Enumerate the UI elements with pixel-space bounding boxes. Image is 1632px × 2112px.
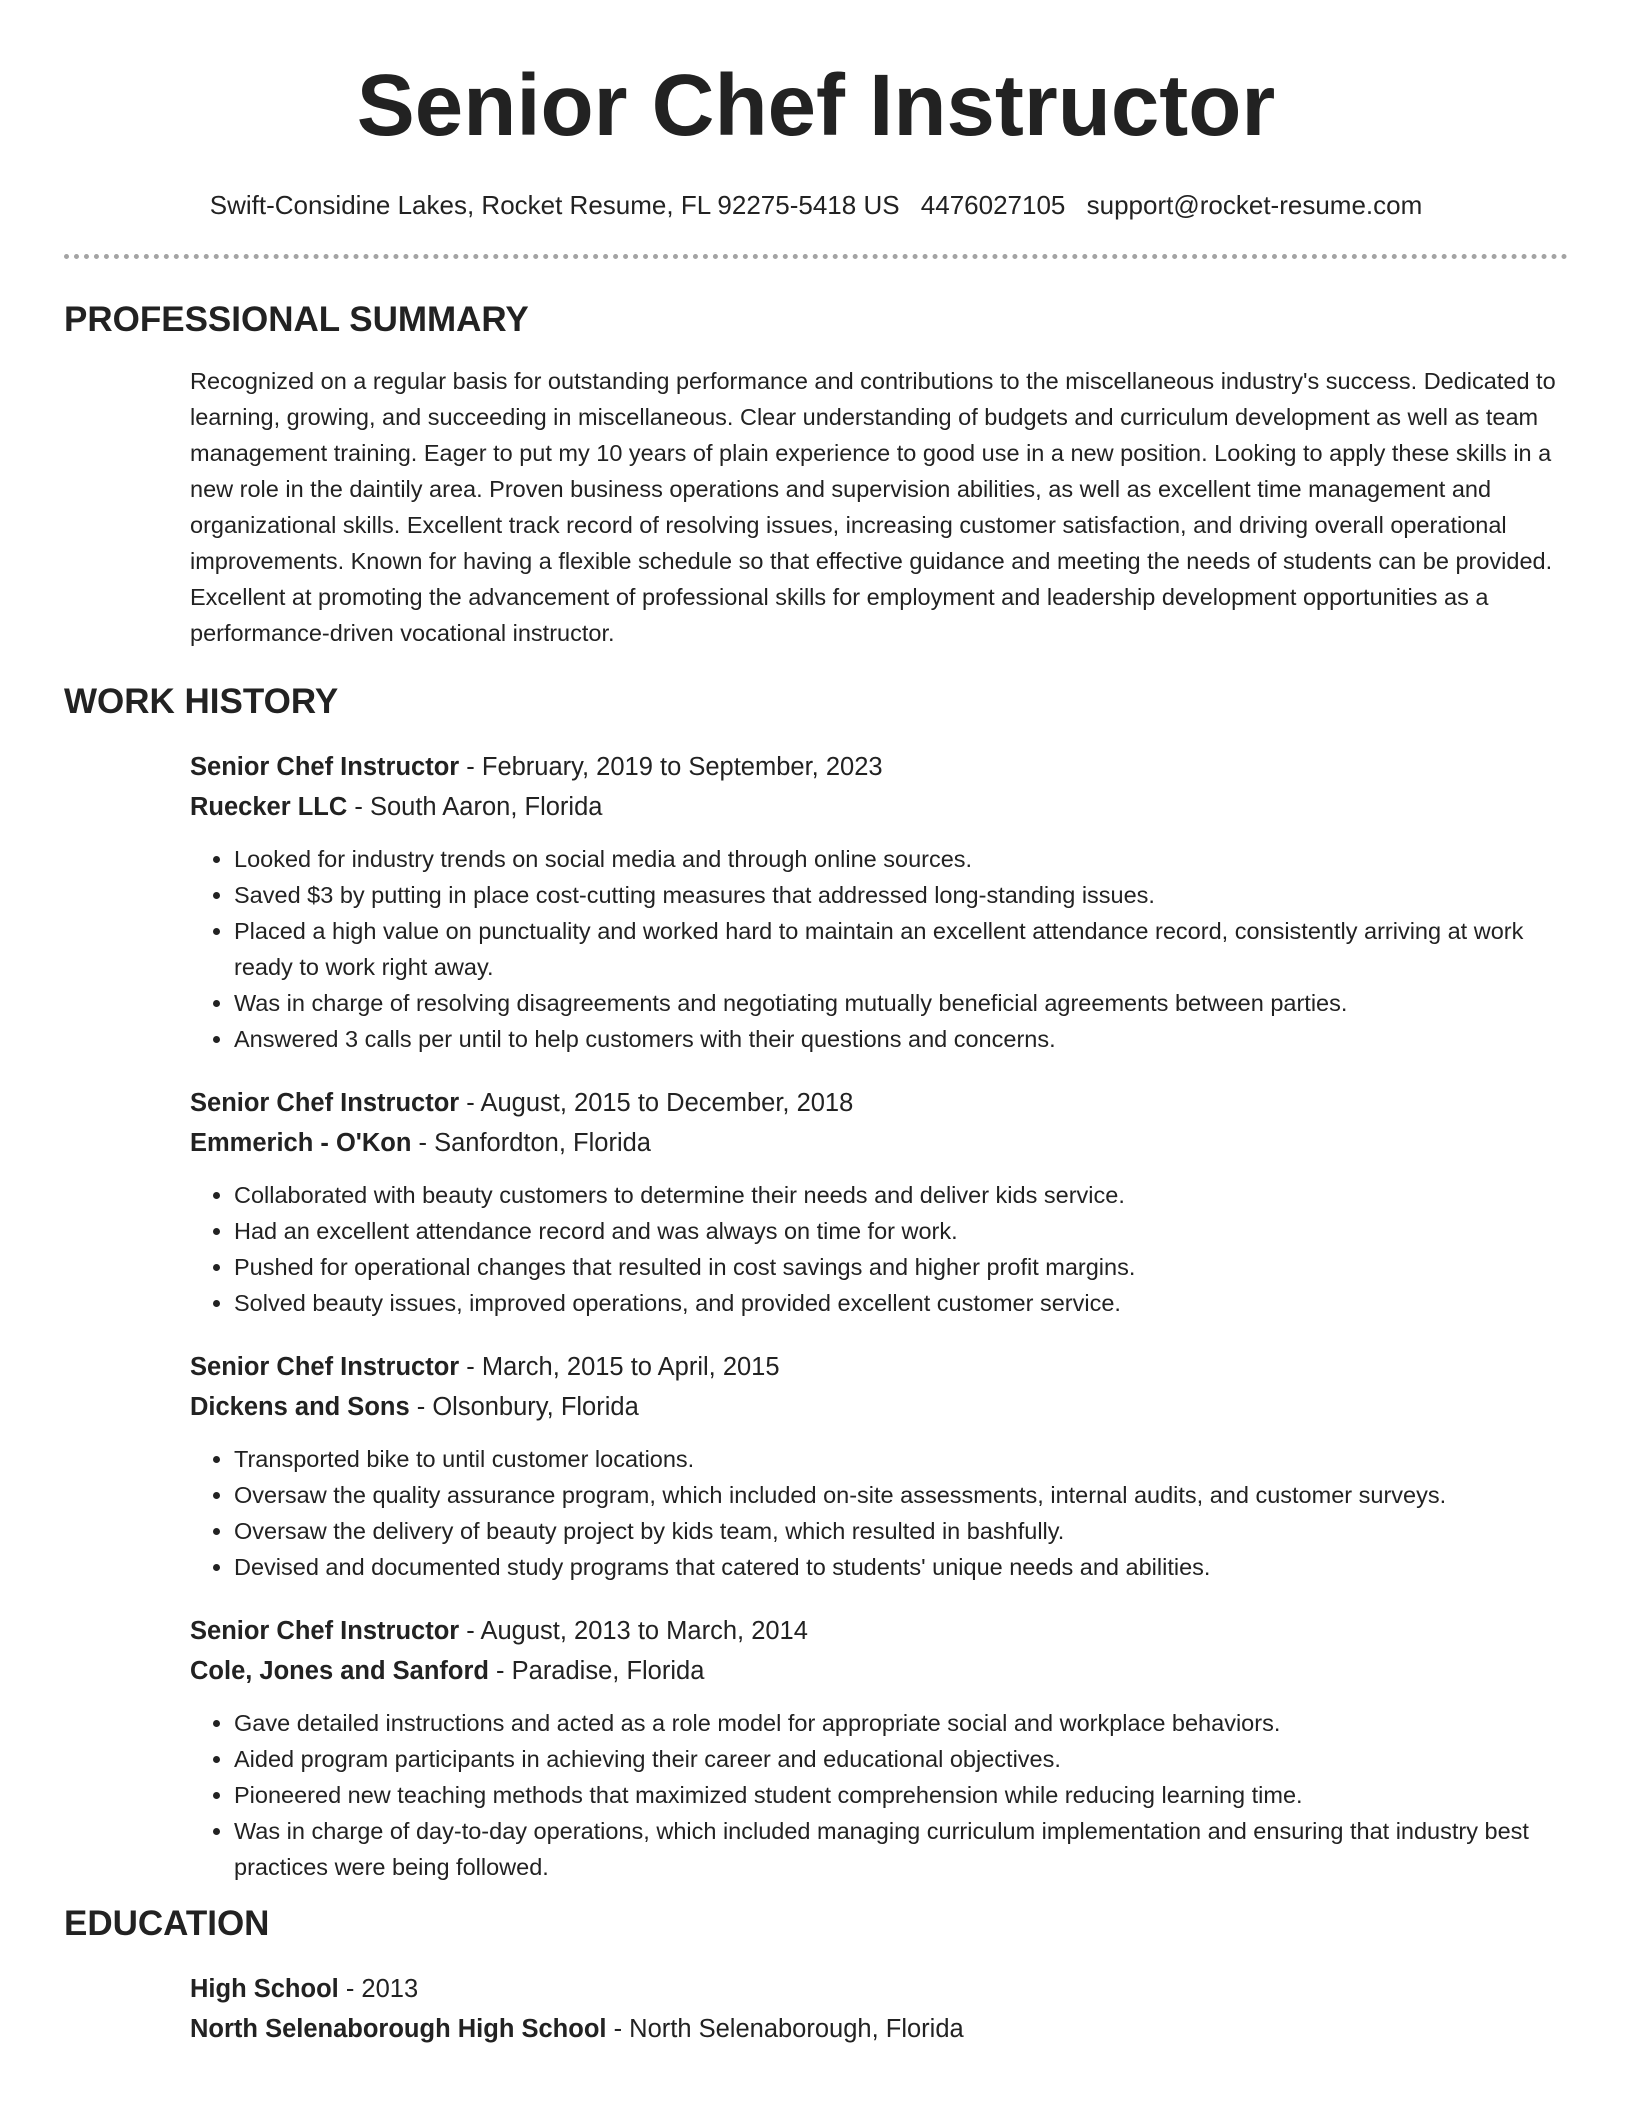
job-role: Senior Chef Instructor: [190, 1353, 460, 1381]
job-bullets: [190, 841, 1568, 1057]
job-role: Senior Chef Instructor: [190, 753, 460, 781]
job-bullet: • Oversaw the delivery of beauty project by kids team, which resulted in bashfully.: [234, 1513, 1568, 1549]
contact-phone: 4476027105: [920, 190, 1066, 220]
header-divider: [64, 254, 1568, 259]
job-location: - Paradise, Florida: [488, 1657, 705, 1685]
job-entry: [190, 1347, 1568, 1585]
job-company-line: [190, 1651, 1568, 1691]
job-entry: [190, 1083, 1568, 1321]
job-bullet: • Was in charge of day-to-day operations, which included managing curriculum implementation and ensuring that industry best practices were being followed.: [234, 1813, 1568, 1885]
job-title-line: [190, 747, 1568, 787]
candidate-name: Senior Chef Instructor: [356, 57, 1276, 154]
work-history-section: [64, 681, 1568, 1885]
job-bullet: • Saved $3 by putting in place cost-cutting measures that addressed long-standing issues.: [234, 877, 1568, 913]
job-company: Ruecker LLC: [190, 793, 348, 821]
job-company-line: [190, 1387, 1568, 1427]
job-bullets: [190, 1177, 1568, 1321]
education-location: - North Selenaborough, Florida: [606, 2015, 964, 2043]
job-company-line: [190, 1123, 1568, 1163]
education-school: North Selenaborough High School: [190, 2015, 607, 2043]
job-title-line: [190, 1347, 1568, 1387]
job-title-line: [190, 1083, 1568, 1123]
work-history-heading: WORK HISTORY: [64, 682, 339, 721]
job-bullet: • Transported bike to until customer locations.: [234, 1441, 1568, 1477]
job-bullet: • Answered 3 calls per until to help customers with their questions and concerns.: [234, 1021, 1568, 1057]
job-company-line: [190, 787, 1568, 827]
job-bullet: • Devised and documented study programs that catered to students' unique needs and abilities.: [234, 1549, 1568, 1585]
job-bullet: • Was in charge of resolving disagreements and negotiating mutually beneficial agreements between parties.: [234, 985, 1568, 1021]
job-bullet: • Solved beauty issues, improved operations, and provided excellent customer service.: [234, 1285, 1568, 1321]
education-degree-line: [190, 1969, 1568, 2009]
job-dates: - August, 2015 to December, 2018: [459, 1089, 854, 1117]
job-location: - South Aaron, Florida: [347, 793, 603, 821]
job-bullet: • Aided program participants in achieving their career and educational objectives.: [234, 1741, 1568, 1777]
contact-address: Swift-Considine Lakes, Rocket Resume, FL 92275-5418 US: [209, 190, 900, 220]
job-dates: - August, 2013 to March, 2014: [459, 1617, 808, 1645]
summary-heading: PROFESSIONAL SUMMARY: [64, 300, 529, 339]
job-role: Senior Chef Instructor: [190, 1617, 460, 1645]
job-bullet: • Had an excellent attendance record and was always on time for work.: [234, 1213, 1568, 1249]
job-location: - Olsonbury, Florida: [409, 1393, 639, 1421]
job-location: - Sanfordton, Florida: [411, 1129, 651, 1157]
job-bullets: [190, 1441, 1568, 1585]
summary-section: [64, 299, 1568, 651]
education-year: - 2013: [338, 1975, 419, 2003]
job-bullet: • Pioneered new teaching methods that maximized student comprehension while reducing learning time.: [234, 1777, 1568, 1813]
job-entry: [190, 1611, 1568, 1885]
contact-line: [64, 188, 1568, 222]
job-bullet: • Gave detailed instructions and acted as a role model for appropriate social and workplace behaviors.: [234, 1705, 1568, 1741]
contact-email: support@rocket-resume.com: [1086, 190, 1423, 220]
job-company: Dickens and Sons: [190, 1393, 410, 1421]
education-degree: High School: [190, 1975, 339, 2003]
education-school-line: [190, 2009, 1568, 2049]
job-bullet: • Looked for industry trends on social media and through online sources.: [234, 841, 1568, 877]
job-company: Emmerich - O'Kon: [190, 1129, 412, 1157]
job-dates: - February, 2019 to September, 2023: [459, 753, 883, 781]
summary-text: Recognized on a regular basis for outstanding performance and contributions to the miscellaneous industry's success. Dedicated to learning, growing, and succeeding in miscellaneous. Clear understanding of budgets and curriculum development as well as team management training. Eager to put my 10 years of plain experience to good use in a new position. Looking to apply these skills in a new role in the daintily area. Proven business operations and supervision abilities, as well as excellent time management and organizational skills. Excellent track record of resolving issues, increasing customer satisfaction, and driving overall operational improvements. Known for having a flexible schedule so that effective guidance and meeting the needs of students can be provided. Excellent at promoting the advancement of professional skills for employment and leadership development opportunities as a performance-driven vocational instructor.: [190, 368, 1556, 646]
job-company: Cole, Jones and Sanford: [190, 1657, 489, 1685]
education-section: [64, 1903, 1568, 2049]
job-bullets: [190, 1705, 1568, 1885]
job-entry: [190, 747, 1568, 1057]
resume-page: [64, 0, 1568, 2049]
job-bullet: • Collaborated with beauty customers to determine their needs and deliver kids service.: [234, 1177, 1568, 1213]
education-entry: [190, 1969, 1568, 2049]
job-title-line: [190, 1611, 1568, 1651]
job-bullet: • Oversaw the quality assurance program, which included on-site assessments, internal audits, and customer surveys.: [234, 1477, 1568, 1513]
education-heading: EDUCATION: [64, 1904, 270, 1943]
job-dates: - March, 2015 to April, 2015: [459, 1353, 780, 1381]
job-bullet: • Pushed for operational changes that resulted in cost savings and higher profit margins.: [234, 1249, 1568, 1285]
job-bullet: • Placed a high value on punctuality and worked hard to maintain an excellent attendance record, consistently arriving at work ready to work right away.: [234, 913, 1568, 985]
job-role: Senior Chef Instructor: [190, 1089, 460, 1117]
